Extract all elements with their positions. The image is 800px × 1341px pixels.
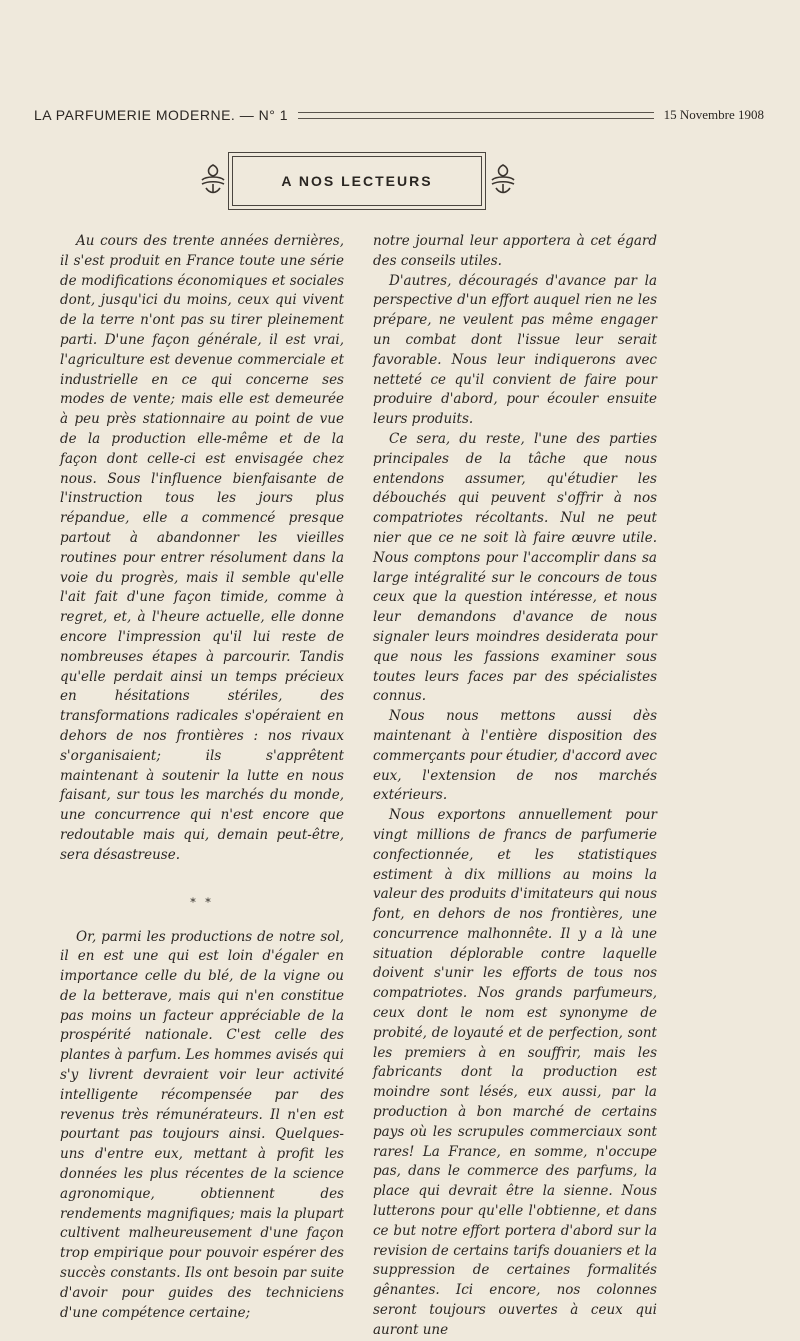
fleuron-ornament-icon: [198, 162, 228, 196]
issue-date: 15 Novembre 1908: [663, 107, 764, 122]
paragraph: Ce sera, du reste, l'une des parties principales de la tâche que nous entendons assumer, qu'étudier les débouchés qui peuvent s'offrir à nos compatriotes récoltants. Nul ne peut nier que ce ne soit là faire œuvre utile. Nous comptons pour l'accomplir dans sa large intégralité sur le concours de tous ceux que la question intéresse, et nous leur demandons d'avance de nous signaler leurs moindres desiderata pour que nous les fassions examiner sous toutes leurs faces par des spécialistes connus.: [373, 430, 657, 705]
paragraph: D'autres, découragés d'avance par la perspective d'un effort auquel rien ne les prépare, ne veulent pas même engager un combat dont l'issue leur serait favorable. Nous leur indiquerons avec netteté ce qu'il convient de faire pour produire d'abord, pour écouler ensuite leurs produits.: [373, 272, 657, 428]
article-title-block: [198, 156, 518, 206]
header-rule: [298, 112, 654, 119]
title-frame: [232, 156, 482, 206]
paragraph: notre journal leur apportera à cet égard des conseils utiles.: [373, 233, 657, 269]
journal-title: LA PARFUMERIE MODERNE. — N° 1: [34, 107, 288, 123]
running-header: [34, 104, 764, 126]
fleuron-ornament-icon: [488, 162, 518, 196]
paragraph: Au cours des trente années dernières, il s'est produit en France toute une série de modifications économiques et sociales dont, jusqu'ici du moins, ceux qui vivent de la terre n'ont pas su tirer pleinement parti. D'une façon générale, il est vrai, l'agriculture est devenue commerciale et industrielle en ce qui concerne ses modes de vente; mais elle est demeurée à peu près stationnaire au point de vue de la production elle-même et de la façon dont celle-ci est envisagée chez nous. Sous l'influence bienfaisante de l'instruction tous les jours plus répandue, elle a commencé presque partout à abandonner les vieilles routines pour entrer résolument dans la voie du progrès, mais il semble qu'elle l'ait fait d'une façon timide, comme à regret, et, à l'heure actuelle, elle donne encore l'impression qu'il lui reste de nombreuses étapes à parcourir. Tandis qu'elle perdait ainsi un temps précieux en hésitations stériles, des transformations radicales s'opéraient en dehors de nos frontières : nos rivaux s'organisaient; ils s'apprêtent maintenant à soutenir la lutte en nous faisant, sur tous les marchés du monde, une concurrence qui n'est encore que redoutable mais qui, demain peut-être, sera désastreuse.: [60, 233, 344, 863]
text-column-right: [373, 232, 657, 1341]
section-separator-stars: * *: [190, 895, 214, 909]
text-column-left: [60, 232, 344, 1323]
paragraph: Nous exportons annuellement pour vingt millions de francs de parfumerie confectionnée, et les statistiques estiment à dix millions au moins la valeur des produits d'imitateurs qui nous font, en dehors de nos frontières, une concurrence malhonnête. Il y a là une situation déplorable contre laquelle doivent s'unir les efforts de tous nos compatriotes. Nos grands parfumeurs, ceux dont le nom est synonyme de probité, de loyauté et de perfection, sont les premiers à en souffrir, mais les fabricants dont la production est moindre sont lésés, eux aussi, par la production à bon marché de certains pays où les scrupules commerciaux sont rares! La France, en somme, n'occupe pas, dans le commerce des parfums, la place qui devrait être la sienne. Nous lutterons pour qu'elle l'obtienne, et dans ce but notre effort portera d'abord sur la revision de certains tarifs douaniers et la suppression de certaines formalités gênantes. Ici encore, nos colonnes seront toujours ouvertes à ceux qui auront une: [373, 807, 657, 1338]
paragraph: Or, parmi les productions de notre sol, il en est une qui est loin d'égaler en importance celle du blé, de la vigne ou de la betterave, mais qui n'en constitue pas moins un facteur appréciable de la prospérité nationale. C'est celle des plantes à parfum. Les hommes avisés qui s'y livrent devraient voir leur activité intelligente récompensée par des revenus très rémunérateurs. Il n'en est pourtant pas toujours ainsi. Quelques-uns d'entre eux, mettant à profit les données les plus récentes de la science agronomique, obtiennent des rendements magnifiques; mais la plupart cultivent malheureusement d'une façon trop empirique pour pouvoir espérer des succès constants. Ils ont besoin par suite d'avoir pour guides des techniciens d'une compétence certaine;: [60, 928, 344, 1321]
paragraph: Nous nous mettons aussi dès maintenant à l'entière disposition des commerçants pour étudier, d'accord avec eux, l'extension de nos marchés extérieurs.: [373, 708, 657, 804]
article-title: A NOS LECTEURS: [281, 173, 433, 189]
